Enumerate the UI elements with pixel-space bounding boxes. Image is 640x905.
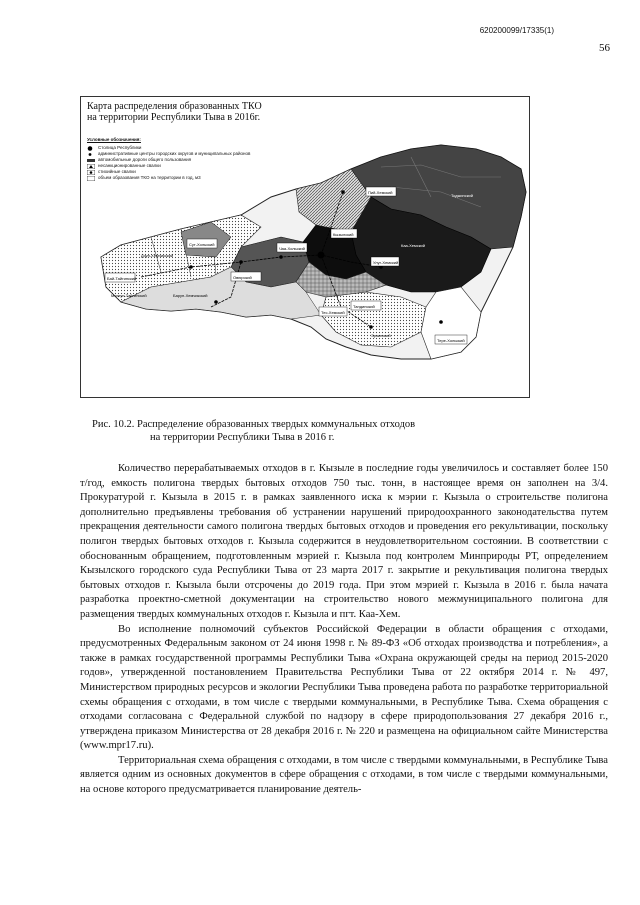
legend-item: Столица Республики xyxy=(87,145,267,151)
map-figure xyxy=(80,96,530,398)
paragraph: Количество перерабатываемых отходов в г. Кызыле в последние годы увеличилось и составляет более 150 т/год, емкость полигона твердых бытовых отходов 750 тыс. тонн, в настоящее время он заполнен на 3/4. Прокуратурой г. Кызыла в 2015 г. в рамках заявленного иска к мэрии г. Кызыла о строительстве полигона дополнительно предъявлены требования об устранении нарушений природоохранного законодательства путем прекращения деятельности самого полигона твердых бытовых отходов и проведения его рекультивации, поскольку полигон твердых бытовых отходов г. Кызыла содержится в неудовлетворительном состоянии. В соответствии с обоснованным обращением, подготовленным мэрией г. Кызыла под контролем Минприроды РТ, определением Кызылского городского суда Республики Тыва от 23 марта 2017 г. закрытие и рекультивация полигона твердых бытовых отходов г. Кызыла были отсрочены до 2019 года. При этом мэрией г. Кызыла в 2016 г. была начата разработка проектно-сметной документации на строительство нового межмуниципального полигона для размещения твердых коммунальных отходов г. Кызыла и пгт. Каа-Хем. xyxy=(80,463,608,620)
unauthorized-dump-icon xyxy=(87,164,95,169)
legend-heading: Условные обозначения: xyxy=(87,137,141,142)
legend-item: объем образования ТКО на территории в год, м3 xyxy=(87,175,267,181)
map-label: Тандинский xyxy=(353,304,375,309)
map-label: Дзун-Хемчикский xyxy=(141,253,174,258)
body-text xyxy=(80,462,608,798)
map-title: Карта распределения образованных ТКО на территории Республики Тыва в 2016г. xyxy=(87,101,262,123)
legend-item: административные центры городских округов и муниципальных районов xyxy=(87,151,267,157)
paragraph: Территориальная схема обращения с отходами, в том числе с твердыми коммунальными, в Республике Тыва является одним из основных документов в сфере обращения с отходами, в том числе с твердыми коммунальными, на основе которого предусматривается планирование деятель- xyxy=(80,754,608,796)
map-label: Пий-Хемский xyxy=(368,190,393,195)
map-label: Кызылский xyxy=(333,232,354,237)
center-icon xyxy=(87,152,95,157)
map-label: Улуг-Хемский xyxy=(373,260,399,265)
volume-box-icon xyxy=(87,176,95,181)
spontaneous-dump-icon xyxy=(87,170,95,175)
map-label: Бай-Тайгинский xyxy=(107,276,137,281)
map-label: Каа-Хемский xyxy=(401,243,425,248)
map-label: Овюрский xyxy=(233,275,252,280)
map-label: Монгун-Тайгинский xyxy=(111,293,147,298)
paragraph: Во исполнение полномочий субъектов Российской Федерации в области обращения с отходами, предусмотренных Федеральным законом от 24 июня 1998 г. № 89-ФЗ «Об отходах производства и потребления», а также в рамках государственной программы Республики Тыва «Охрана окружающей среды на период 2015-2020 годов», утвержденной постановлением Правительства Республики Тыва от 22 октября 2014 г. № 497, Министерством природных ресурсов и экологии Республики Тыва проведена работа по разработке территориальной схемы обращения с отходами, в том числе с твердыми коммунальными, в Республике Тыва. Схема обращения с отходами согласована с Федеральной службой по надзору в сфере природопользования 27 декабря 2016 г., утверждена приказом Министерства от 28 декабря 2016 г. № 220 и размещена на официальном сайте Министерства (www.mpr17.ru). xyxy=(80,623,608,752)
map-label: Тес-Хемский xyxy=(321,310,345,315)
legend-item: несанкционированные свалки xyxy=(87,163,267,169)
capital-marker xyxy=(318,252,325,259)
road-icon xyxy=(87,158,95,163)
legend-item: стихийные свалки xyxy=(87,169,267,175)
map-label: Тере-Хольский xyxy=(437,338,465,343)
page-number: 56 xyxy=(599,42,610,54)
figure-caption: Рис. 10.2. Распределение образованных твердых коммунальных отходов на территории Республики Тыва в 2016 г. xyxy=(92,419,416,443)
map-label: Сут-Хольский xyxy=(189,242,215,247)
map-label: Чаа-Хольский xyxy=(279,246,305,251)
map-label: Эрзинский xyxy=(371,333,391,338)
map-legend xyxy=(87,137,267,181)
capital-icon xyxy=(87,146,95,151)
document-code: 620200099/17335(1) xyxy=(479,26,554,35)
map-label: Тоджинский xyxy=(451,193,473,198)
legend-item: автомобильные дороги общего пользования xyxy=(87,157,267,163)
map-label: Барун-Хемчикский xyxy=(173,293,208,298)
